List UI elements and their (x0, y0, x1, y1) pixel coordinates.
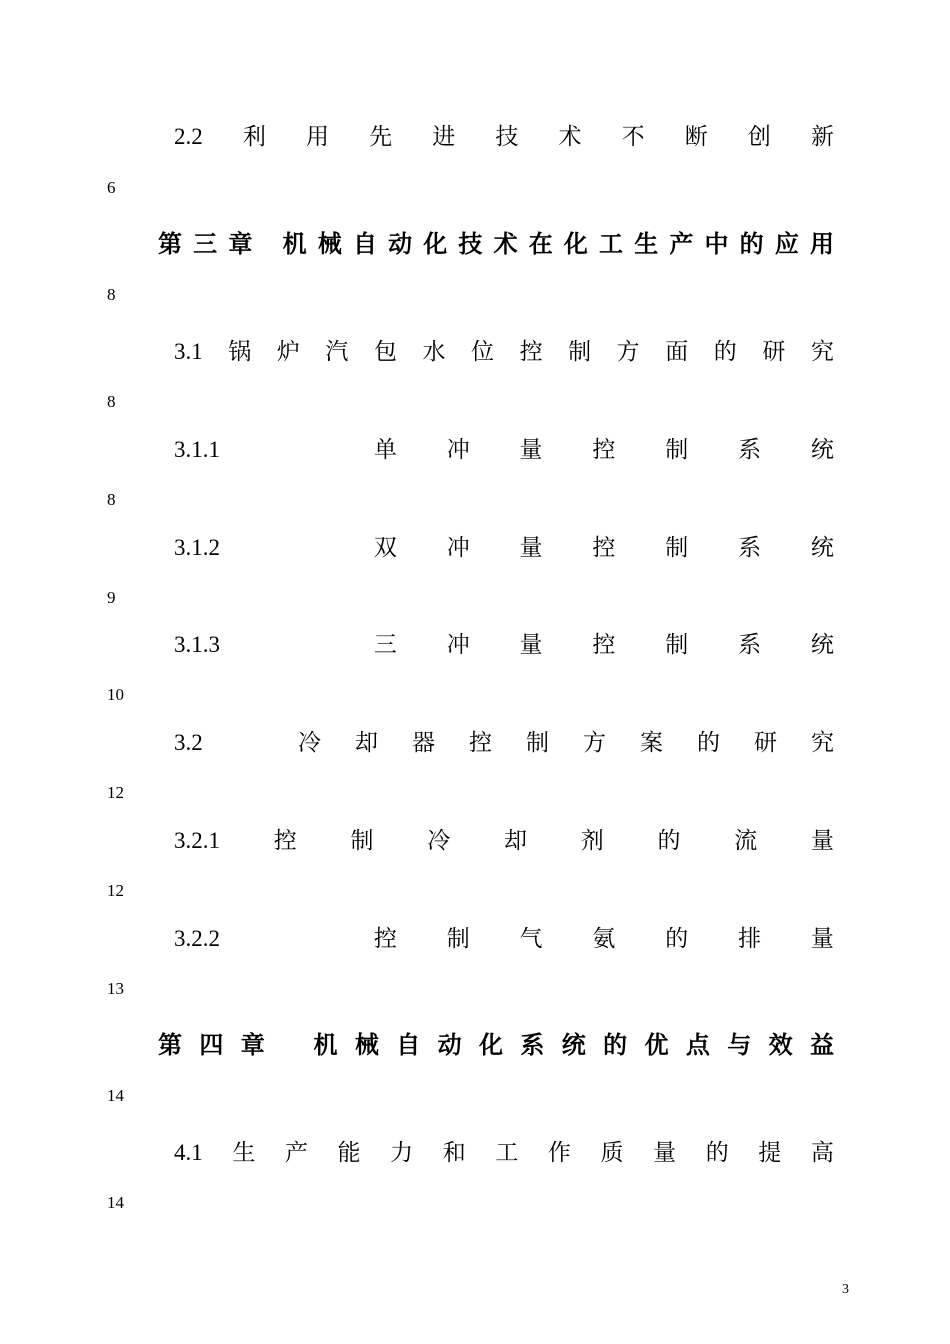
toc-title-char: 效 (768, 1033, 793, 1059)
toc-title-char: 量 (811, 828, 834, 853)
toc-title-char: 量 (653, 1140, 677, 1165)
toc-title-char: 化 (479, 1033, 503, 1059)
toc-title-char: 产 (284, 1140, 308, 1165)
toc-title-char: 究 (810, 339, 834, 364)
toc-title-char: 产 (669, 232, 694, 258)
toc-title-char: 提 (758, 1140, 782, 1165)
toc-title-char: 控 (469, 730, 492, 755)
toc-title-char: 章 (240, 1033, 265, 1059)
toc-page-number: 12 (107, 783, 124, 802)
toc-title-char: 量 (519, 632, 543, 657)
toc-title-char: 第 (158, 1033, 182, 1059)
toc-title-char: 自 (396, 1033, 421, 1059)
toc-title-char: 断 (684, 124, 708, 149)
toc-title-char: 剂 (580, 828, 604, 853)
toc-page-number: 13 (107, 979, 124, 998)
toc-title-char: 化 (563, 232, 588, 258)
toc-page-number: 8 (107, 490, 116, 509)
toc-title-char: 术 (558, 124, 582, 149)
toc-title-char: 系 (738, 632, 762, 657)
toc-title-char: 术 (493, 232, 518, 258)
toc-title-char: 排 (738, 926, 762, 951)
toc-chapter-line (158, 1031, 834, 1061)
toc-title-char: 的 (739, 232, 764, 258)
toc-title-char: 系 (738, 437, 762, 462)
toc-title-char: 应 (774, 232, 799, 258)
toc-title-char: 动 (437, 1033, 462, 1059)
toc-title-char: 不 (621, 124, 645, 149)
toc-title-char: 炉 (276, 339, 300, 364)
toc-title-char: 统 (810, 437, 834, 462)
toc-title-char: 机 (282, 232, 307, 258)
toc-title-char: 制 (350, 828, 374, 853)
toc-title-char: 流 (734, 828, 758, 853)
toc-page-number: 8 (107, 392, 116, 411)
toc-title-char: 冲 (446, 437, 470, 462)
toc-entry-line (174, 435, 834, 465)
toc-section-number: 3.2 (174, 730, 203, 755)
toc-title-char: 冷 (298, 730, 321, 755)
toc-title-char: 冷 (427, 828, 451, 853)
toc-page-number: 14 (107, 1193, 124, 1212)
toc-title-char: 控 (592, 535, 616, 560)
toc-title-char: 系 (520, 1033, 545, 1059)
toc-title-char: 生 (232, 1140, 256, 1165)
toc-title-char: 与 (727, 1033, 752, 1059)
toc-title-char: 控 (592, 632, 616, 657)
toc-title-char: 量 (519, 535, 543, 560)
toc-title-char: 氨 (592, 926, 616, 951)
toc-title-char: 在 (528, 232, 553, 258)
toc-title-char: 工 (495, 1140, 519, 1165)
toc-title-char: 的 (657, 828, 681, 853)
toc-title-char: 用 (809, 232, 834, 258)
toc-chapter-line (158, 230, 834, 260)
toc-title-char: 统 (810, 535, 834, 560)
toc-title-char: 系 (738, 535, 762, 560)
toc-title-char: 技 (495, 124, 519, 149)
toc-title-char: 的 (713, 339, 737, 364)
toc-title-char: 械 (354, 1033, 379, 1059)
toc-section-number: 3.1 (174, 339, 203, 364)
toc-title-char: 面 (665, 339, 689, 364)
toc-title-char: 械 (317, 232, 342, 258)
toc-title-char: 三 (373, 632, 397, 657)
toc-title-char: 控 (592, 437, 616, 462)
toc-section-number: 3.2.2 (174, 926, 220, 951)
toc-title-char: 气 (519, 926, 543, 951)
toc-entry-line (174, 1138, 834, 1168)
toc-title-char: 包 (373, 339, 397, 364)
toc-title-char: 动 (388, 232, 413, 258)
toc-title-char: 益 (810, 1033, 834, 1059)
toc-title-char: 自 (352, 232, 377, 258)
toc-title-char: 统 (561, 1033, 586, 1059)
toc-title-char: 锅 (228, 339, 252, 364)
toc-title-char: 双 (373, 535, 397, 560)
toc-title-char: 创 (747, 124, 771, 149)
toc-title-char: 制 (665, 632, 689, 657)
toc-title-char: 作 (547, 1140, 571, 1165)
toc-title-char: 用 (306, 124, 329, 149)
toc-title-char: 的 (603, 1033, 628, 1059)
toc-title-char: 冲 (446, 632, 470, 657)
toc-title-char: 冲 (446, 535, 470, 560)
toc-page-number: 14 (107, 1086, 124, 1105)
toc-title-char: 控 (519, 339, 543, 364)
toc-title-char: 控 (273, 828, 297, 853)
toc-entry-line (174, 337, 834, 367)
toc-title-char: 进 (432, 124, 456, 149)
toc-page-number: 9 (107, 588, 116, 607)
toc-title-char: 能 (337, 1140, 361, 1165)
toc-title-char: 案 (640, 730, 663, 755)
toc-entry-line (174, 728, 834, 758)
toc-title-char: 先 (369, 124, 393, 149)
toc-page-number: 12 (107, 881, 124, 900)
toc-title-char: 量 (519, 437, 543, 462)
toc-title-char: 力 (390, 1140, 414, 1165)
toc-title-char: 究 (811, 730, 834, 755)
toc-title-char: 质 (600, 1140, 624, 1165)
toc-title-char: 点 (685, 1033, 710, 1059)
toc-entry-line (174, 924, 834, 954)
toc-title-char: 制 (526, 730, 549, 755)
toc-title-char: 统 (810, 632, 834, 657)
toc-title-char: 高 (810, 1140, 834, 1165)
toc-title-char: 量 (810, 926, 834, 951)
toc-title-char: 单 (373, 437, 397, 462)
toc-title-char: 制 (665, 535, 689, 560)
toc-section-number: 2.2 (174, 124, 203, 149)
toc-title-char: 技 (458, 232, 483, 258)
toc-title-char: 却 (504, 828, 527, 853)
toc-page-number: 8 (107, 285, 116, 304)
toc-title-char: 四 (199, 1033, 224, 1059)
toc-entry-line (174, 122, 834, 152)
toc-title-char: 器 (412, 730, 435, 755)
toc-title-char: 研 (754, 730, 777, 755)
toc-section-number: 4.1 (174, 1140, 203, 1165)
toc-entry-line (174, 826, 834, 856)
page-number: 3 (842, 1282, 849, 1297)
toc-title-char: 汽 (325, 339, 349, 364)
toc-title-char: 优 (644, 1033, 669, 1059)
toc-section-number: 3.1.3 (174, 632, 220, 657)
toc-title-char: 生 (634, 232, 659, 258)
toc-title-char: 新 (811, 124, 834, 149)
toc-title-char: 的 (665, 926, 689, 951)
toc-title-char: 制 (665, 437, 689, 462)
toc-entry-line (174, 533, 834, 563)
toc-title-char: 研 (762, 339, 786, 364)
toc-title-char: 中 (704, 232, 729, 258)
toc-title-char: 工 (599, 232, 624, 258)
toc-title-char: 水 (422, 339, 446, 364)
toc-title-char: 制 (446, 926, 470, 951)
toc-section-number: 3.2.1 (174, 828, 220, 853)
toc-title-char: 利 (242, 124, 266, 149)
toc-title-char: 第 (158, 232, 182, 258)
toc-title-char: 方 (583, 730, 606, 755)
toc-title-char: 的 (697, 730, 720, 755)
toc-title-char: 制 (568, 339, 592, 364)
toc-entry-line (174, 630, 834, 660)
toc-page-number: 10 (107, 685, 124, 704)
toc-section-number: 3.1.2 (174, 535, 220, 560)
toc-title-char: 的 (705, 1140, 729, 1165)
toc-title-char: 位 (471, 339, 495, 364)
toc-title-char: 机 (313, 1033, 338, 1059)
toc-section-number: 3.1.1 (174, 437, 220, 462)
toc-title-char: 却 (355, 730, 378, 755)
toc-title-char: 三 (193, 232, 218, 258)
toc-title-char: 章 (228, 232, 253, 258)
toc-title-char: 和 (442, 1140, 466, 1165)
toc-page-number: 6 (107, 178, 116, 197)
toc-title-char: 化 (423, 232, 448, 258)
toc-title-char: 控 (373, 926, 397, 951)
toc-title-char: 方 (616, 339, 640, 364)
